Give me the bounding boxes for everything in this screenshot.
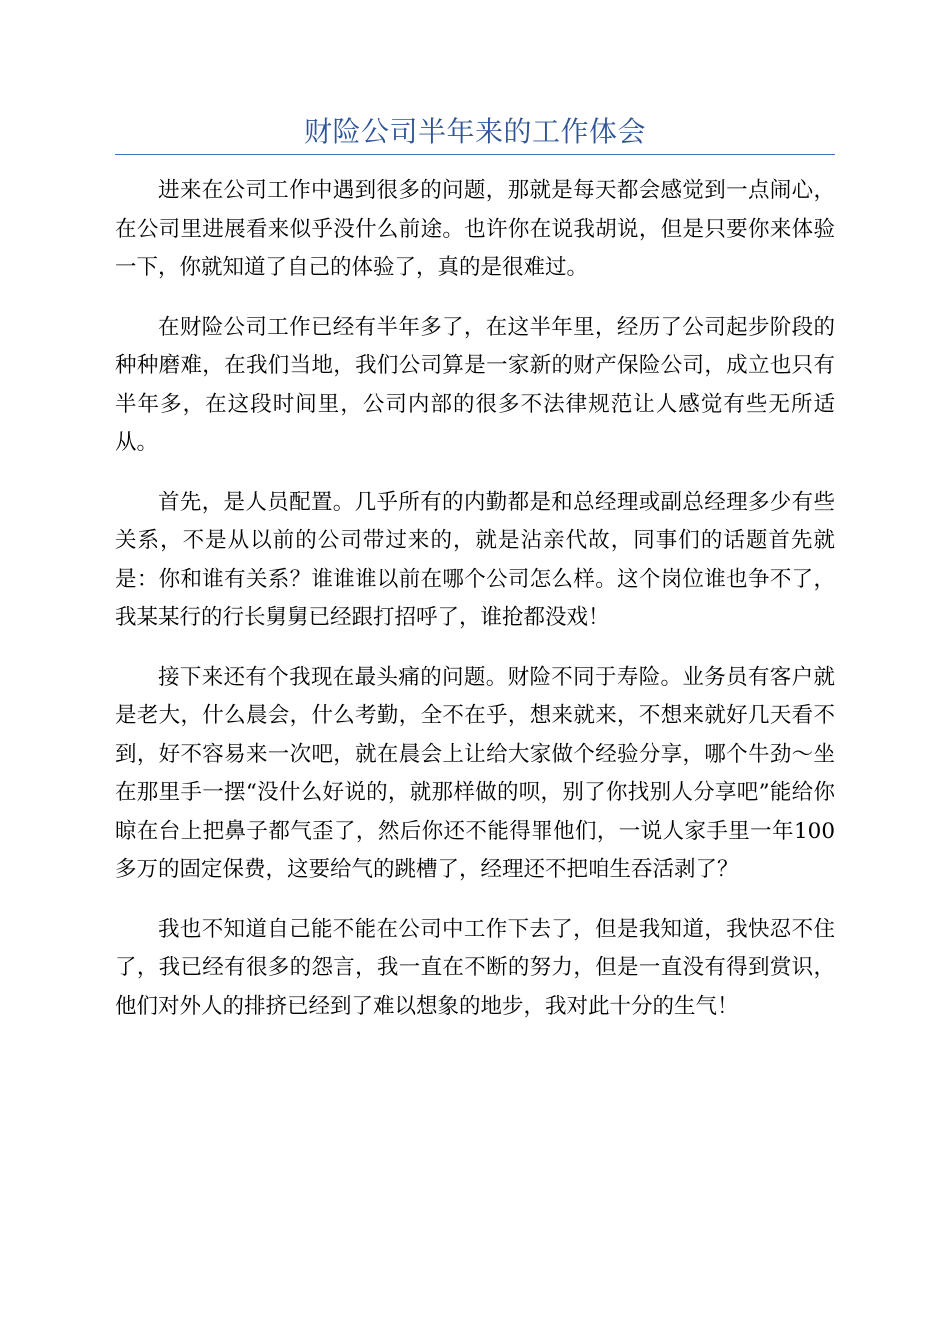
title-underline xyxy=(115,154,835,155)
paragraph-1: 进来在公司工作中遇到很多的问题，那就是每天都会感觉到一点闹心，在公司里进展看来似乎没什么前途。也许你在说我胡说，但是只要你来体验一下，你就知道了自己的体验了，真的是很难过。 xyxy=(115,178,835,280)
document-body xyxy=(115,172,835,1047)
paragraph-2: 在财险公司工作已经有半年多了，在这半年里，经历了公司起步阶段的种种磨难，在我们当地，我们公司算是一家新的财产保险公司，成立也只有半年多，在这段时间里，公司内部的很多不法律规范让人感觉有些无所适从。 xyxy=(115,314,835,455)
page-title: 财险公司半年来的工作体会 xyxy=(303,115,646,148)
paragraph-5: 我也不知道自己能不能在公司中工作下去了，但是我知道，我快忍不住了，我已经有很多的怨言，我一直在不断的努力，但是一直没有得到赏识，他们对外人的排挤已经到了难以想象的地步，我对此十分的生气！ xyxy=(115,916,835,1019)
paragraph-4: 接下来还有个我现在最头痛的问题。财险不同于寿险。业务员有客户就是老大，什么晨会，什么考勤，全不在乎，想来就来，不想来就好几天看不到，好不容易来一次吧，就在晨会上让给大家做个经验分享，哪个牛劲～坐在那里手一摆“没什么好说的，就那样做的呗，别了你找别人分享吧”能给你晾在台上把鼻子都气歪了，然后你还不能得罪他们，一说人家手里一年100多万的固定保费，这要给气的跳槽了，经理还不把咱生吞活剥了？ xyxy=(115,664,835,882)
paragraph-3: 首先，是人员配置。几乎所有的内勤都是和总经理或副总经理多少有些关系，不是从以前的公司带过来的，就是沾亲代故，同事们的话题首先就是：你和谁有关系？谁谁谁以前在哪个公司怎么样。这个岗位谁也争不了，我某某行的行长舅舅已经跟打招呼了，谁抢都没戏！ xyxy=(115,489,835,630)
